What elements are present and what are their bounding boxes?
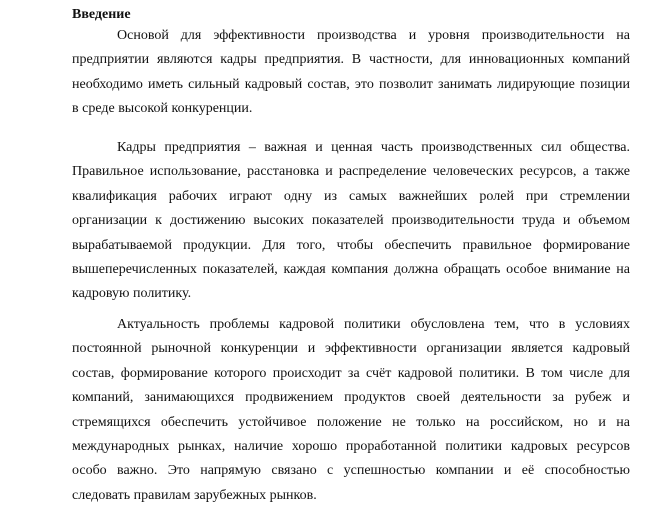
paragraph-line: следовать правилам зарубежных рынков. [72, 487, 317, 503]
paragraph-line: Правильное использование, расстановка и распределение человеческих ресурсов, а также [72, 164, 630, 180]
paragraph-line: Актуальность проблемы кадровой политики обусловлена тем, что в условиях [117, 317, 630, 332]
paragraph-line: постоянной рыночной конкуренции и эффективности организации является кадровый [72, 341, 630, 357]
paragraph-line: необходимо иметь сильный кадровый состав, это позволит занимать лидирующие позиции [72, 76, 630, 92]
paragraph-line: кадровую политику. [72, 286, 192, 302]
paragraph-line: вырабатываемой продукции. Для того, чтобы обеспечить правильное формирование [72, 237, 630, 253]
paragraph-line: Основой для эффективности производства и уровня производительности на [117, 28, 630, 43]
paragraph-line: международных рынках, наличие хорошо проработанной политики кадровых ресурсов [72, 438, 630, 454]
paragraph-line: в среде высокой конкуренции. [72, 101, 253, 117]
paragraph-line: особо важно. Это напрямую связано с успешностью компании и её способностью [72, 463, 630, 479]
paragraph-line: организации к достижению высоких показателей производительности труда и объемом [72, 213, 630, 229]
paragraph-line: Кадры предприятия – важная и ценная часть производственных сил общества. [117, 140, 630, 155]
paragraph-line: вышеперечисленных показателей, каждая компания должна обращать особое внимание на [72, 261, 630, 277]
paragraph-line: стремящихся обеспечить устойчивое положение не только на российском, но и на [72, 414, 630, 430]
paragraph-3 [72, 313, 630, 508]
paragraph-1 [72, 24, 630, 122]
paragraph-line: компаний, занимающихся продвижением продуктов своей деятельности за рубеж и [72, 390, 630, 406]
paragraph-line: предприятии являются кадры предприятия. В частности, для инновационных компаний [72, 52, 630, 68]
paragraph-line: квалификация рабочих играют одну из самых важнейших ролей при стремлении [72, 188, 630, 204]
section-heading: Введение [72, 7, 131, 22]
paragraph-2 [72, 136, 630, 307]
paragraph-line: состав, формирование которого происходит за счёт кадровой политики. В том числе для [72, 365, 630, 381]
